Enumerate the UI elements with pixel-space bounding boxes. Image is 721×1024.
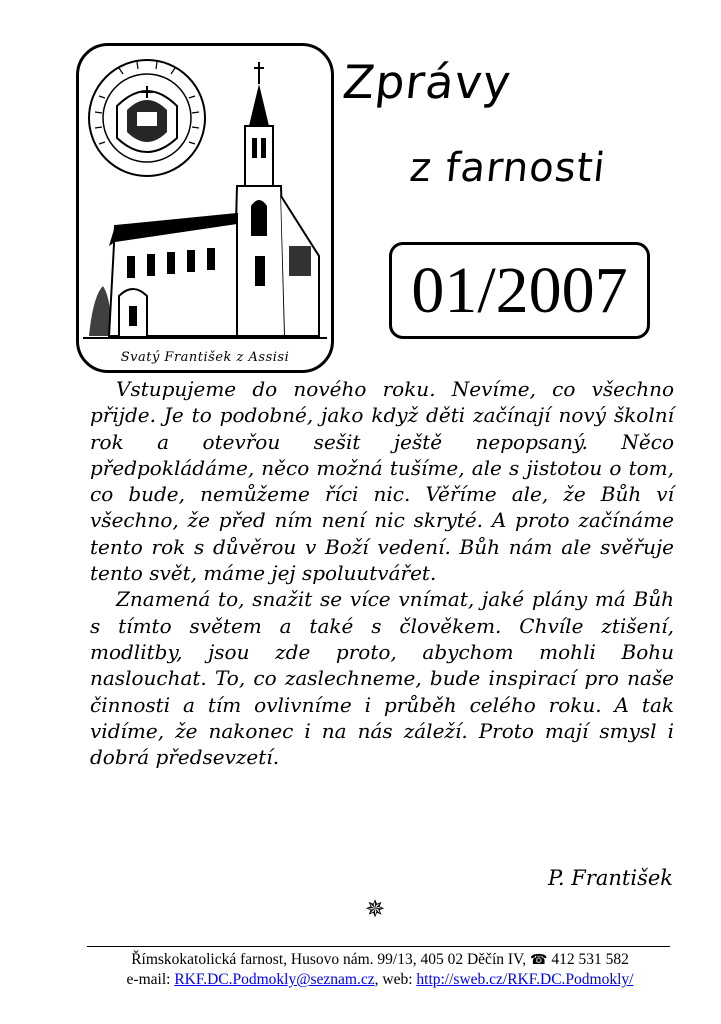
church-tower-icon: [233, 62, 319, 336]
parish-seal-icon: [89, 60, 205, 176]
issue-number: 01/2007: [411, 253, 628, 327]
church-illustration: [79, 46, 331, 370]
footer-divider: [87, 946, 670, 947]
issue-number-box: [389, 242, 650, 339]
article-signature: P. František: [548, 866, 673, 890]
masthead-subtitle: z farnosti: [407, 145, 608, 191]
article-paragraph: Znamená to, snažit se více vnímat, jaké plány má Bůh s tímto světem a také s člověkem. Chvíle ztišení, modlitby, jsou zde proto, abychom mohli Bohu naslouchat. To, co zaslechneme, bude inspirací pro naše činnosti a tím ovlivníme i průběh celého roku. A tak vidíme, že nakonec i na nás záleží. Proto mají smysl i dobrá předsevzetí.: [90, 587, 674, 770]
masthead-title: Zprávy: [340, 55, 515, 109]
asterisk-star-icon: ✵: [365, 895, 386, 923]
footer-web-label: , web:: [374, 971, 413, 988]
parish-emblem: [76, 43, 334, 373]
footer-contact-line: [70, 970, 690, 990]
emblem-caption: Svatý František z Assisi: [120, 350, 290, 365]
article-body: [90, 376, 674, 770]
footer-phone: 412 531 582: [551, 951, 629, 968]
telephone-icon: ☎: [529, 952, 548, 968]
footer-email-label: e-mail:: [126, 971, 171, 988]
article-paragraph: Vstupujeme do nového roku. Nevíme, co všechno přijde. Je to podobné, jako když děti začínají nový školní rok a otevřou sešit ještě nepopsaný. Něco předpokládáme, něco možná tušíme, ale s jistotou o tom, co bude, nemůžeme říci nic. Věříme ale, že Bůh ví všechno, že před ním není nic skryté. A proto začínáme tento rok s důvěrou v Boží vedení. Bůh nám ale svěřuje tento svět, máme jej spoluutvářet.: [90, 377, 674, 586]
footer-address: Římskokatolická farnost, Husovo nám. 99/13, 405 02 Děčín IV,: [131, 951, 527, 968]
email-link[interactable]: RKF.DC.Podmokly@seznam.cz: [174, 971, 375, 988]
footer: [70, 950, 690, 990]
web-link[interactable]: http://sweb.cz/RKF.DC.Podmokly/: [416, 971, 634, 988]
footer-address-line: [70, 950, 690, 970]
